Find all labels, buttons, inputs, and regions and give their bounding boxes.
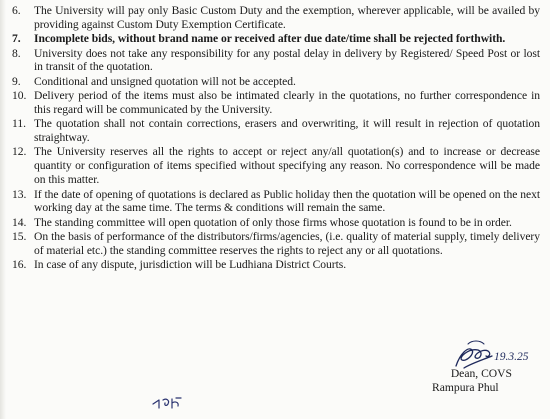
term-text: The University will pay only Basic Custom Duty and the exemption, wherever applicable, will be availed by providing against Custom Duty Exemption Certificate. (34, 4, 540, 31)
term-text: Conditional and unsigned quotation will not be accepted. (34, 74, 296, 88)
term-item (12, 4, 540, 32)
signatory-title: Dean, COVS (450, 367, 512, 380)
term-item (12, 75, 540, 89)
term-number: 15. (12, 230, 27, 244)
term-text: In case of any dispute, jurisdiction will be Ludhiana District Courts. (34, 258, 347, 272)
term-number: 9. (12, 74, 21, 88)
term-text: The quotation shall not contain corrections, erasers and overwriting, it will result in rejection of quotation straightway. (34, 117, 540, 145)
term-item (12, 188, 540, 216)
term-number: 13. (12, 187, 27, 201)
term-number: 10. (12, 89, 27, 102)
term-number: 8. (12, 46, 21, 60)
term-number: 16. (12, 258, 27, 272)
term-item (12, 258, 540, 272)
term-number: 14. (12, 215, 27, 229)
term-text: The University reserves all the rights to accept or reject any/all quotation(s) and to increase or decrease quantity or configuration of items specified without specifying any reason. No correspondence will be made on this matter. (34, 145, 540, 187)
term-text: University does not take any responsibility for any postal delay in delivery by Registered/ Speed Post or lost in transit of the quotation. (34, 46, 540, 74)
term-item (12, 47, 540, 75)
term-number: 12. (12, 145, 27, 159)
signature-date: 19.3.25 (494, 351, 529, 363)
page-edge-shadow (0, 0, 6, 419)
term-number: 6. (12, 4, 21, 17)
term-text: If the date of opening of quotations is declared as Public holiday then the quotation will be opened on the next working day at the same time. The terms & conditions will remain the same. (34, 187, 540, 215)
term-item (12, 117, 540, 145)
term-number: 11. (12, 117, 26, 131)
term-item (12, 216, 540, 230)
signatory-place: Rampura Phul (432, 381, 499, 394)
terms-and-conditions-list (12, 4, 540, 272)
term-text: On the basis of performance of the distributors/firms/agencies, (i.e. quality of material supply, timely delivery of material etc.) the standing committee reserves the rights to reject any or all quotations. (34, 230, 540, 257)
term-item (12, 89, 540, 117)
term-item (12, 145, 540, 187)
handwritten-note-mark (150, 392, 184, 412)
term-text: Delivery period of the items must also be intimated clearly in the quotations, no further correspondence in this regard will be communicated by the University. (34, 89, 540, 116)
term-text: The standing committee will open quotation of only those firms whose quotation is found to be in order. (34, 215, 512, 229)
term-item (12, 230, 540, 258)
term-number: 7. (12, 32, 21, 46)
term-text: Incomplete bids, without brand name or received after due date/time shall be rejected forthwith. (34, 32, 506, 46)
term-item (12, 32, 540, 46)
